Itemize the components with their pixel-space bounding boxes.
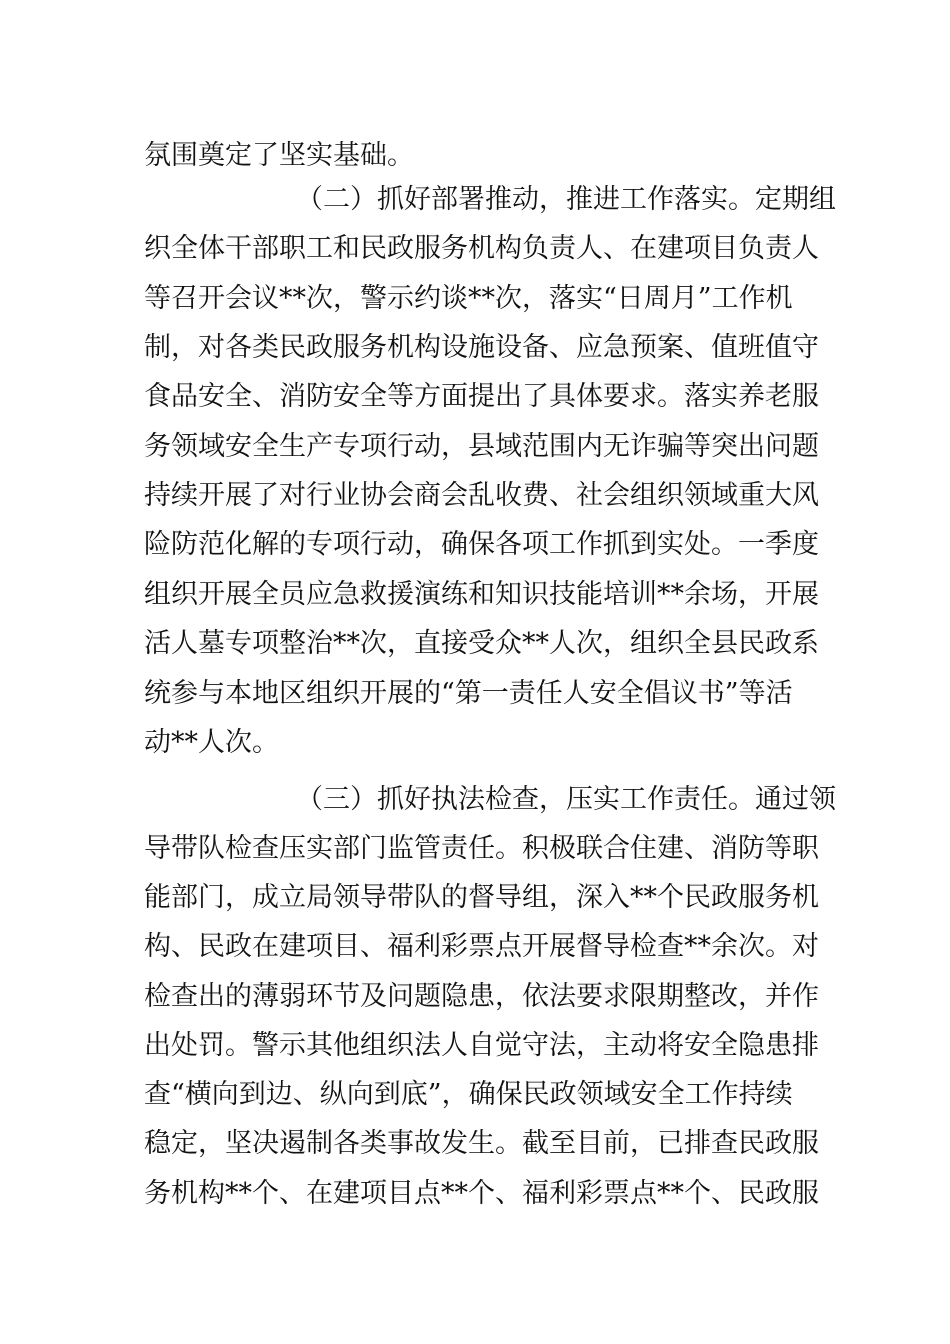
text-line: 动**人次。 — [144, 727, 279, 758]
text-line: 氛围奠定了坚实基础。 — [144, 140, 414, 171]
text-line: 险防范化解的专项行动，确保各项工作抓到实处。一季度 — [144, 529, 819, 560]
text-line: 查“横向到边、纵向到底”，确保民政领域安全工作持续 — [144, 1079, 793, 1110]
text-line: 组织开展全员应急救援演练和知识技能培训**余场，开展 — [144, 579, 819, 610]
text-line: 食品安全、消防安全等方面提出了具体要求。落实养老服 — [144, 381, 819, 412]
text-line: 务机构**个、在建项目点**个、福利彩票点**个、民政服 — [144, 1178, 819, 1209]
section-heading-2: （二）抓好部署推动，推进工作落实。定期组 — [296, 184, 836, 215]
text-line: 出处罚。警示其他组织法人自觉守法，主动将安全隐患排 — [144, 1030, 819, 1061]
text-line: 务领域安全生产专项行动，县域范围内无诈骗等突出问题 — [144, 431, 819, 462]
text-line: 构、民政在建项目、福利彩票点开展督导检查**余次。对 — [144, 931, 819, 962]
text-line: 织全体干部职工和民政服务机构负责人、在建项目负责人 — [144, 233, 819, 264]
text-line: 导带队检查压实部门监管责任。积极联合住建、消防等职 — [144, 833, 819, 864]
text-line: 能部门，成立局领导带队的督导组，深入**个民政服务机 — [144, 882, 819, 913]
text-line: 统参与本地区组织开展的“第一责任人安全倡议书”等活 — [144, 678, 793, 709]
text-line: 检查出的薄弱环节及问题隐患，依法要求限期整改，并作 — [144, 981, 819, 1012]
text-line: 稳定，坚决遏制各类事故发生。截至目前，已排查民政服 — [144, 1128, 819, 1159]
text-line: 制，对各类民政服务机构设施设备、应急预案、值班值守 — [144, 332, 819, 363]
text-line: 等召开会议**次，警示约谈**次，落实“日周月”工作机 — [144, 283, 793, 314]
text-line: 持续开展了对行业协会商会乱收费、社会组织领域重大风 — [144, 480, 819, 511]
text-line: 活人墓专项整治**次，直接受众**人次，组织全县民政系 — [144, 628, 819, 659]
section-heading-3: （三）抓好执法检查，压实工作责任。通过领 — [296, 784, 836, 815]
